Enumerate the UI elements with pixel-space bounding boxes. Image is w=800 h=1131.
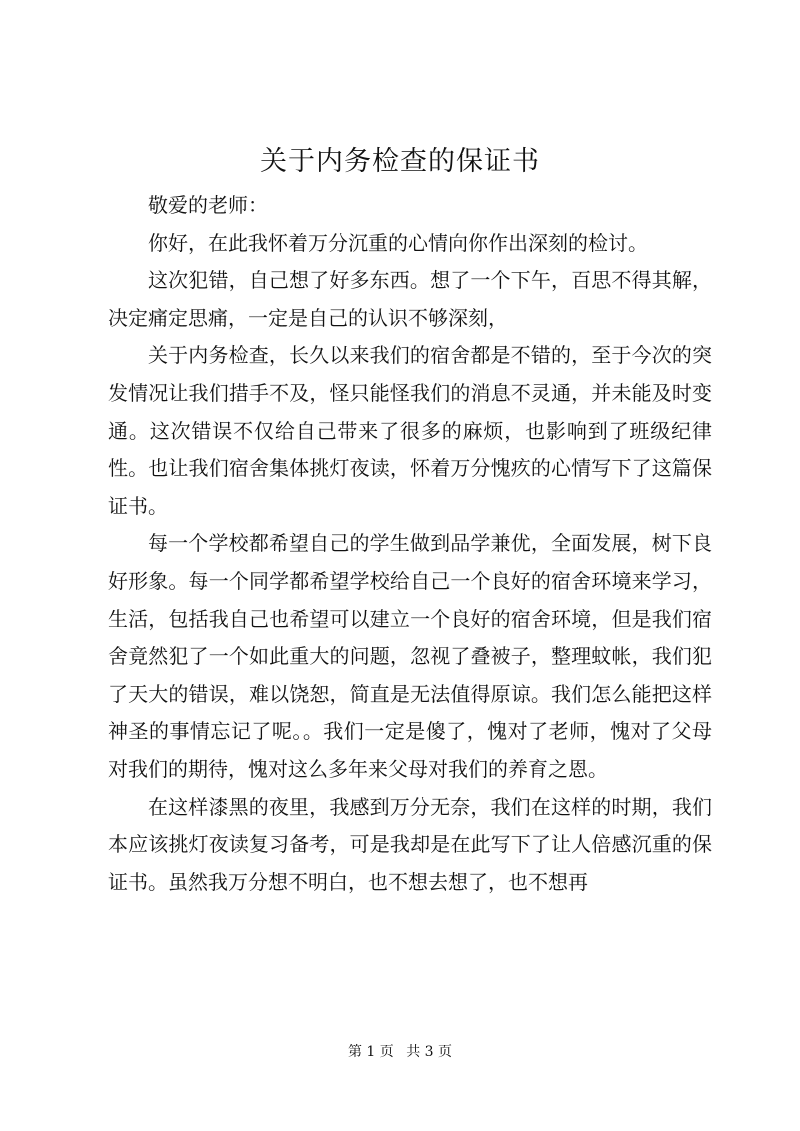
paragraph: 你好，在此我怀着万分沉重的心情向你作出深刻的检讨。 bbox=[148, 230, 648, 255]
document-title: 关于内务检查的保证书 bbox=[260, 146, 540, 177]
paragraph: 关于内务检查，长久以来我们的宿舍都是不错的，至于今次的突发情况让我们措手不及，怪只能怪我们的消息不灵通，并未能及时变通。这次错误不仅给自己带来了很多的麻烦，也影响到了班级纪律性。也让我们宿舍集体挑灯夜读，怀着万分愧疚的心情写下了这篇保证书。 bbox=[108, 343, 712, 518]
salutation: 敬爱的老师： bbox=[148, 193, 268, 217]
paragraph: 在这样漆黑的夜里，我感到万分无奈，我们在这样的时期，我们本应该挑灯夜读复习备考，可是我却是在此写下了让人倍感沉重的保证书。虽然我万分想不明白，也不想去想了，也不想再 bbox=[108, 794, 712, 894]
page-total: 共 3 页 bbox=[406, 1044, 453, 1060]
page-number: 第 1 页 bbox=[347, 1044, 394, 1060]
paragraph: 每一个学校都希望自己的学生做到品学兼优，全面发展，树下良好形象。每一个同学都希望学校给自己一个良好的宿舍环境来学习，生活，包括我自己也希望可以建立一个良好的宿舍环境，但是我们宿舍竟然犯了一个如此重大的问题，忽视了叠被子，整理蚊帐，我们犯了天大的错误，难以饶恕，简直是无法值得原谅。我们怎么能把这样神圣的事情忘记了呢。。我们一定是傻了，愧对了老师，愧对了父母对我们的期待，愧对这么多年来父母对我们的养育之恩。 bbox=[108, 531, 712, 781]
document-body bbox=[108, 187, 712, 901]
page-footer bbox=[0, 1042, 800, 1062]
paragraph: 这次犯错，自己想了好多东西。想了一个下午，百思不得其解，决定痛定思痛，一定是自己的认识不够深刻， bbox=[108, 268, 712, 330]
